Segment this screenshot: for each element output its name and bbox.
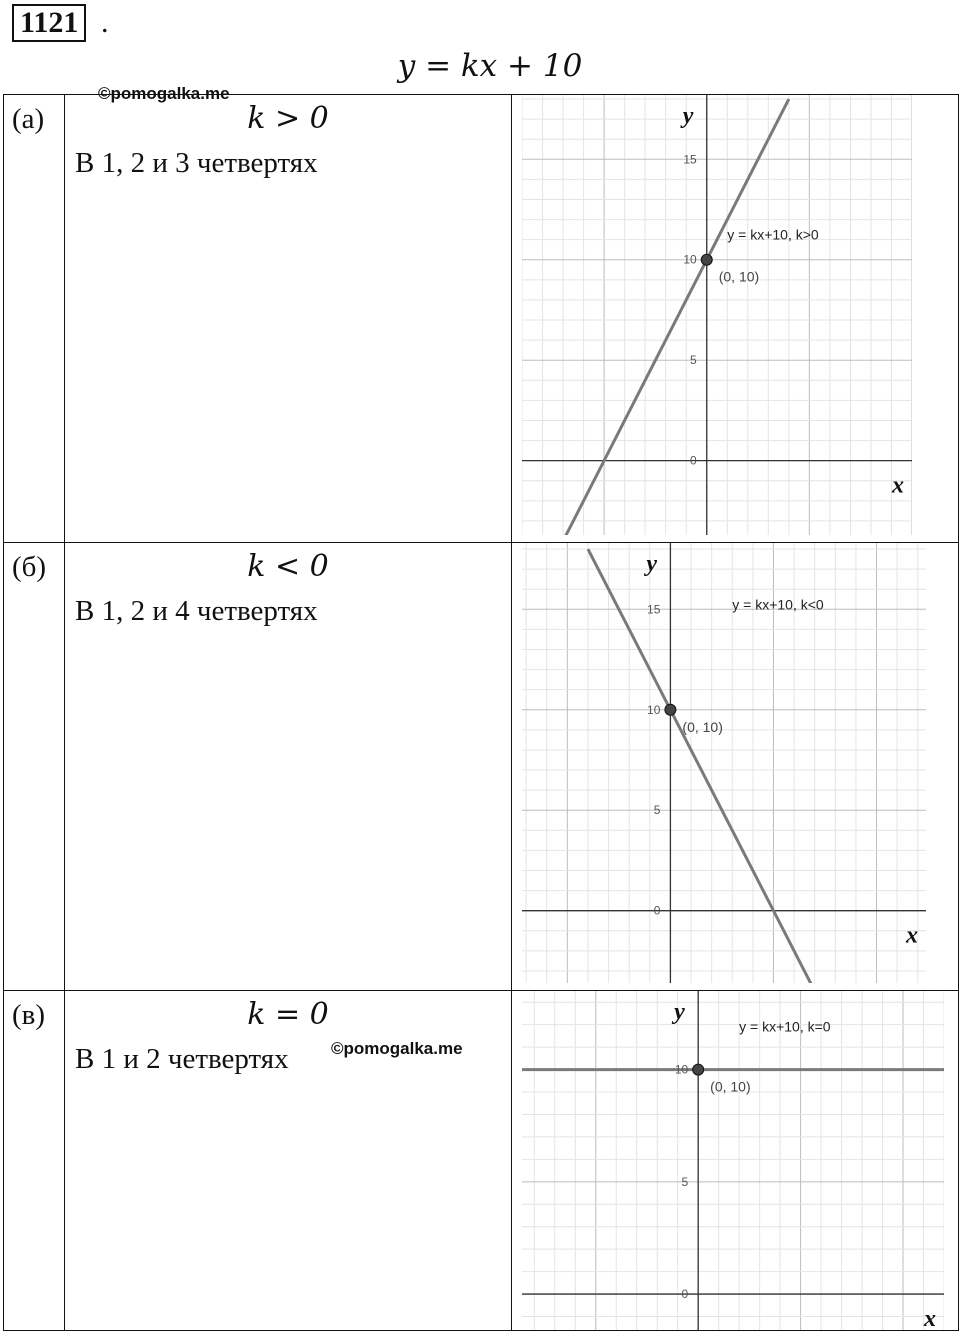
x-axis-label: x	[924, 1306, 936, 1330]
condition: k > 0	[247, 101, 329, 136]
answer: В 1 и 2 четвертях	[75, 1043, 289, 1075]
y-tick-label: 10	[674, 1062, 689, 1077]
part-label: (б)	[12, 551, 47, 583]
problem-number: 1121	[12, 4, 86, 42]
x-axis-label: x	[906, 922, 918, 949]
y-tick-label: 0	[681, 1287, 689, 1302]
answer: В 1, 2 и 4 четвертях	[75, 595, 318, 627]
problem-number-dot: .	[101, 6, 109, 39]
graph-k-positive	[512, 95, 958, 542]
watermark-inline: ©pomogalka.me	[331, 1039, 463, 1058]
y-tick-label: 15	[647, 602, 661, 617]
function-line	[588, 549, 815, 990]
answer-table	[3, 94, 959, 1331]
y-tick-label: 0	[690, 453, 697, 468]
point-marker	[665, 704, 676, 715]
grid-group	[522, 543, 926, 990]
point-label: (0, 10)	[682, 718, 723, 735]
answer: В 1, 2 и 3 четвертях	[75, 147, 318, 179]
series-label: y = kx+10, k<0	[732, 596, 824, 613]
y-tick-label: 5	[690, 353, 697, 368]
y-tick-label: 5	[653, 803, 661, 818]
y-axis-label: y	[682, 103, 694, 129]
point-label: (0, 10)	[718, 268, 760, 285]
equation: y = kx + 10	[397, 48, 583, 84]
point-marker	[693, 1064, 704, 1075]
watermark-top: ©pomogalka.me	[98, 84, 230, 103]
y-tick-label: 10	[647, 702, 661, 717]
graph-cell	[512, 95, 959, 543]
point-label: (0, 10)	[710, 1078, 751, 1095]
grid-group	[522, 95, 912, 541]
grid-group	[514, 991, 958, 1330]
y-tick-label: 15	[683, 152, 697, 167]
series-label: y = kx+10, k>0	[727, 226, 819, 243]
graph-cell	[512, 543, 959, 991]
table-row	[4, 543, 959, 991]
part-label: (а)	[12, 103, 45, 135]
part-label: (в)	[12, 999, 46, 1031]
y-axis-label: y	[646, 551, 658, 577]
graph-cell	[512, 991, 959, 1331]
y-tick-label: 5	[681, 1174, 689, 1189]
graph-k-negative	[512, 543, 958, 990]
series-label: y = kx+10, k=0	[739, 1018, 831, 1035]
condition: k < 0	[247, 549, 329, 584]
condition: k = 0	[247, 997, 329, 1032]
y-axis-label: y	[674, 999, 685, 1025]
y-tick-label: 10	[683, 252, 697, 267]
table-row	[4, 95, 959, 543]
y-tick-label: 0	[653, 903, 661, 918]
graph-k-zero	[512, 991, 958, 1330]
x-axis-label: x	[892, 472, 904, 499]
point-marker	[701, 254, 712, 265]
table-row	[4, 991, 959, 1331]
